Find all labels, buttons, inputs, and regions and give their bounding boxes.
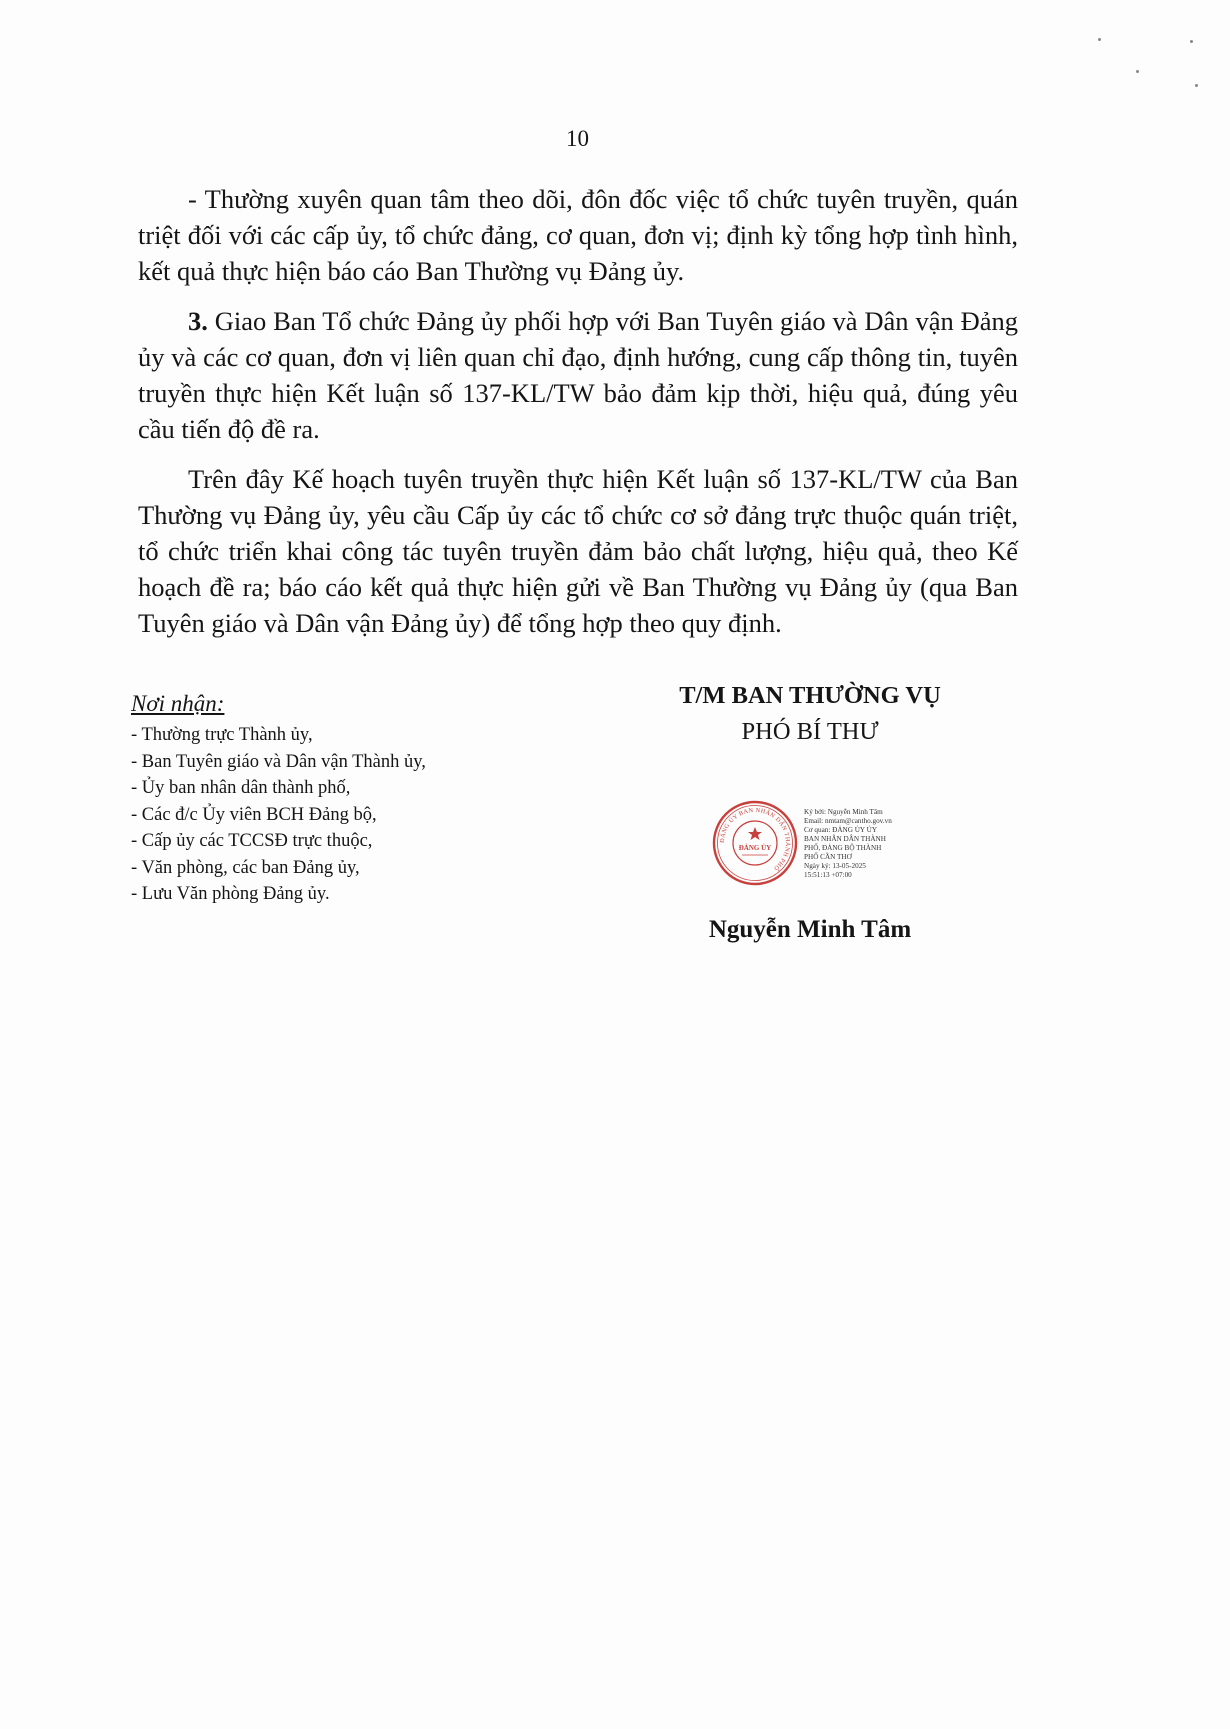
recipient-item: - Ủy ban nhân dân thành phố, — [131, 778, 351, 798]
electronic-signature-info — [804, 808, 924, 880]
esign-agency: Cơ quan: ĐẢNG ỦY ỦY — [804, 826, 878, 834]
recipients-section — [131, 690, 611, 908]
esign-agency: PHỐ, ĐẢNG BỘ THÀNH — [804, 844, 882, 852]
scan-speck — [1098, 38, 1101, 41]
paragraph-assignment-text: Giao Ban Tổ chức Đảng ủy phối hợp với Ban Tuyên giáo và Dân vận Đảng ủy và các cơ quan, đơn vị liên quan chỉ đạo, định hướng, cung cấp thông tin, tuyên truyền thực hiện Kết luận số 137-KL/TW bảo đảm kịp thời, hiệu quả, đúng yêu cầu tiến độ đề ra. — [138, 306, 1018, 444]
digital-signature-area — [712, 800, 932, 890]
esign-date: Ngày ký: 13-05-2025 — [804, 862, 866, 870]
page-number: 10 — [566, 126, 589, 151]
signature-title: T/M BAN THƯỜNG VỤ — [679, 682, 941, 709]
recipient-item: - Lưu Văn phòng Đảng ủy. — [131, 884, 330, 904]
recipient-item: - Văn phòng, các ban Đảng ủy, — [131, 857, 360, 878]
signature-subtitle: PHÓ BÍ THƯ — [741, 718, 879, 745]
recipient-item: - Thường trực Thành ủy, — [131, 725, 313, 745]
scan-speck — [1190, 40, 1193, 43]
svg-text:ĐẢNG ỦY BAN NHÂN DÂN THÀNH PHỐ: ĐẢNG ỦY BAN NHÂN DÂN THÀNH PHỐ — [718, 806, 792, 872]
signer-name: Nguyễn Minh Tâm — [708, 916, 912, 943]
item-number: 3. — [188, 306, 208, 336]
document-body — [138, 181, 1018, 641]
recipient-item: - Ban Tuyên giáo và Dân vận Thành ủy, — [131, 751, 426, 772]
esign-time: 15:51:13 +07:00 — [804, 871, 852, 879]
paragraph-closing: Trên đây Kế hoạch tuyên truyền thực hiện Kết luận số 137-KL/TW của Ban Thường vụ Đảng ủy, yêu cầu Cấp ủy các tổ chức cơ sở đảng trực thuộc quán triệt, tổ chức triển khai công tác tuyên truyền đảm bảo chất lượng, hiệu quả, theo Kế hoạch đề ra; báo cáo kết quả thực hiện gửi về Ban Thường vụ Đảng ủy (qua Ban Tuyên giáo và Dân vận Đảng ủy) để tổng hợp theo quy định. — [138, 464, 1018, 638]
recipients-title: Nơi nhận: — [131, 691, 225, 716]
esign-email: Email: nmtam@cantho.gov.vn — [804, 817, 892, 825]
official-seal-icon — [712, 800, 798, 886]
paragraph-assignment — [138, 303, 1018, 447]
scan-speck — [1195, 84, 1198, 87]
esign-agency: BAN NHÂN DÂN THÀNH — [804, 835, 886, 843]
esign-agency: PHỐ CẦN THƠ — [804, 853, 852, 861]
signature-block — [600, 678, 1020, 750]
recipient-item: - Cấp ủy các TCCSĐ trực thuộc, — [131, 831, 373, 851]
recipient-item: - Các đ/c Ủy viên BCH Đảng bộ, — [131, 804, 377, 825]
paragraph-monitoring: - Thường xuyên quan tâm theo dõi, đôn đốc việc tổ chức tuyên truyền, quán triệt đối với các cấp ủy, tổ chức đảng, cơ quan, đơn vị; định kỳ tổng hợp tình hình, kết quả thực hiện báo cáo Ban Thường vụ Đảng ủy. — [138, 184, 1018, 286]
esign-signer: Ký bởi: Nguyễn Minh Tâm — [804, 808, 883, 816]
scan-speck — [1136, 70, 1139, 73]
recipients-list — [131, 722, 611, 908]
svg-text:ĐẢNG ỦY: ĐẢNG ỦY — [738, 844, 772, 852]
